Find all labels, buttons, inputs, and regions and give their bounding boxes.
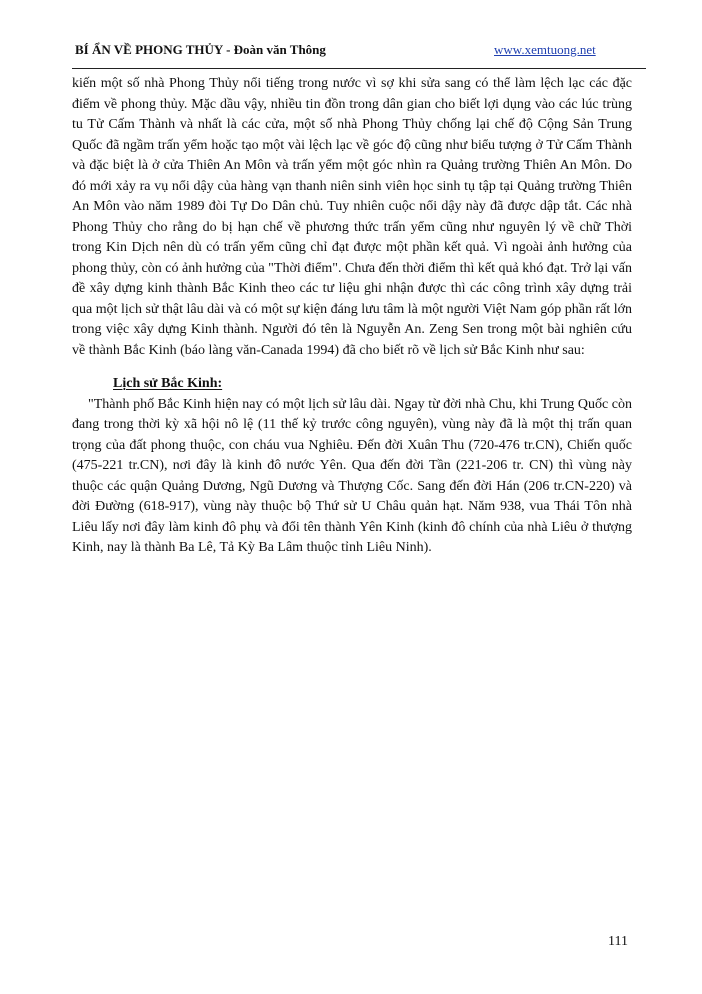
header-divider [72,68,646,69]
page-number: 111 [608,934,628,949]
header-title: BÍ ẨN VỀ PHONG THỦY - Đoàn văn Thông [75,42,326,57]
history-section [72,374,632,559]
body-paragraph: kiến một số nhà Phong Thủy nổi tiếng trong nước vì sợ khi sửa sang có thể làm lệch lạc các đặc điểm về phong thủy. Mặc dầu vậy, nhiều tin đồn trong dân gian cho biết lợi dụng vào các lúc trùng tu Tử Cấm Thành và nhất là các cửa, một số nhà Phong Thủy chống lại chế độ Cộng Sản Trung Quốc đã ngầm trấn yểm hoặc tạo một vài lệch lạc về góc độ cũng như biểu tượng ở Tử Cấm Thành và đặc biệt là ở cửa Thiên An Môn và trấn yểm một góc nhìn ra Quảng trường Thiên An Môn. Do đó mới xảy ra vụ nổi dậy của hàng vạn thanh niên sinh viên học sinh tụ tập tại Quảng trường Thiên An Môn vào năm 1989 đòi Tự Do Dân chủ. Tuy nhiên cuộc nổi dậy này đã được dập tắt. Các nhà Phong Thủy cho rằng do bị hạn chế về phương thức trấn yểm cũng như nguyên lý về chữ Thời trong Kin Dịch nên dù có trấn yểm cũng chỉ đạt được một phần kết quả. Vì ngoài ảnh hưởng của phong thủy, còn có ảnh hưởng của "Thời điểm". Chưa đến thời điểm thì kết quả khó đạt. Trở lại vấn đề xây dựng kinh thành Bắc Kinh theo các tư liệu ghi nhận được thì các công trình xây dựng trải qua một lịch sử thật lâu dài và có một sự kiện đáng lưu tâm là một người Việt Nam góp phần rất lớn trong việc xây dựng Kinh thành. Người đó tên là Nguyễn An. Zeng Sen trong một bài nghiên cứu về thành Bắc Kinh (báo làng văn-Canada 1994) đã cho biết rõ về lịch sử Bắc Kinh như sau: [72,76,633,358]
section-paragraph: "Thành phố Bắc Kinh hiện nay có một lịch sử lâu dài. Ngay từ đời nhà Chu, khi Trung Quốc còn đang trong thời kỳ xã hội nô lệ (11 thế kỷ trước công nguyên), vùng này đã là một thị trấn quan trọng của đất phong thuộc, con cháu vua Nghiêu. Đến đời Xuân Thu (720-476 tr.CN), Chiến quốc (475-221 tr.CN), nơi đây là kinh đô nước Yên. Qua đến đời Tần (221-206 tr. CN) thì vùng này thuộc các quận Quảng Dương, Ngũ Dương và Thượng Cốc. Sang đến đời Hán (206 tr.CN-220) và đời Đường (618-917), vùng này thuộc bộ Thứ sử U Châu quản hạt. Năm 938, vua Thái Tôn nhà Liêu lấy nơi đây làm kinh đô phụ và đổi tên thành Yên Kinh (kinh đô chính của nhà Liêu ở thượng Kinh, nay là thành Ba Lê, Tả Kỳ Ba Lâm thuộc tỉnh Liêu Ninh). [72,396,632,555]
page-header [72,42,632,62]
main-text [72,74,632,361]
header-url-link[interactable]: www.xemtuong.net [494,42,596,57]
section-heading: Lịch sử Bắc Kinh: [113,376,223,391]
